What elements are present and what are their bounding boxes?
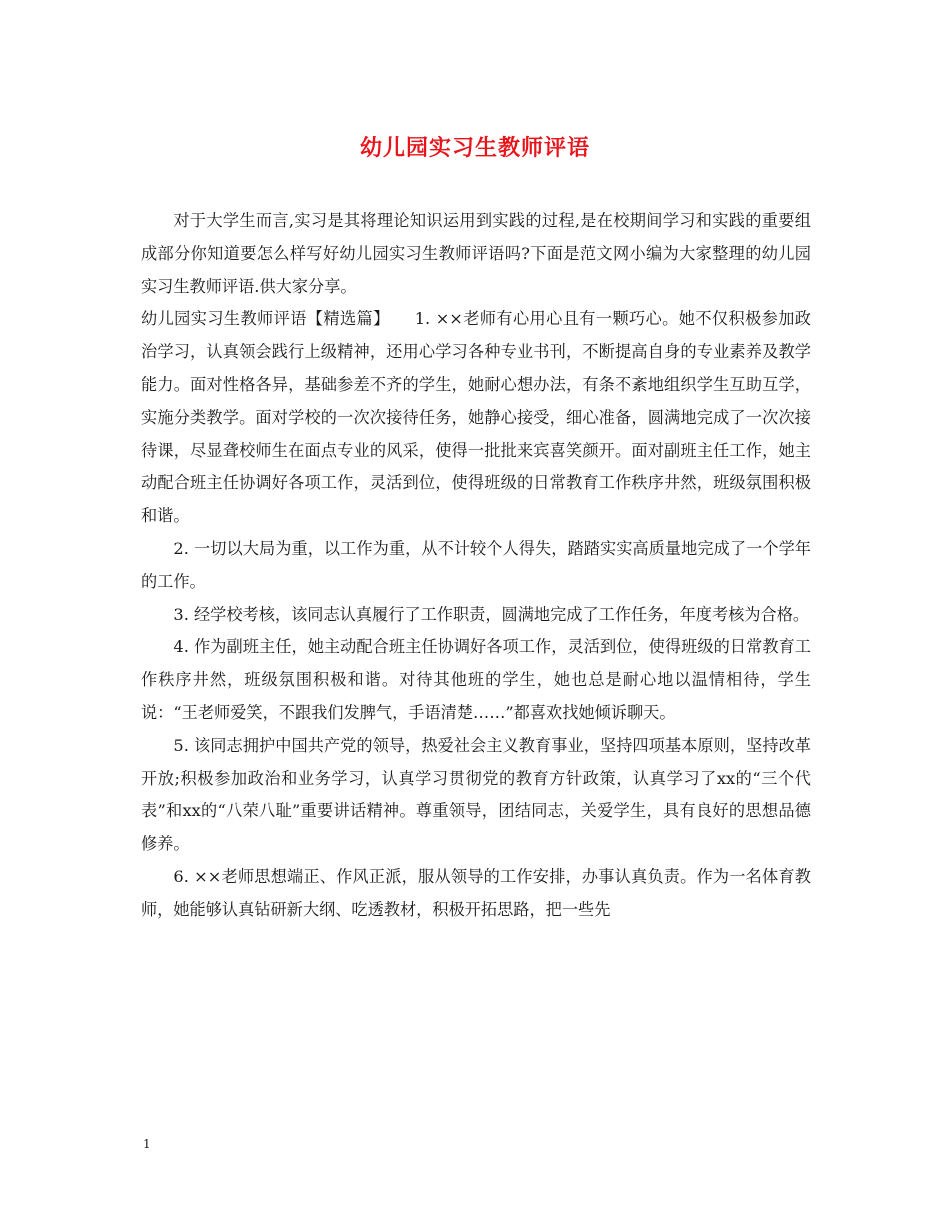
paragraph-intro: 对于大学生而言,实习是其将理论知识运用到实践的过程,是在校期间学习和实践的重要组成部分你知道要怎么样写好幼儿园实习生教师评语吗?下面是范文网小编为大家整理的幼儿园实习生教师评语.供大家分享。 [141, 211, 811, 296]
page-number: 1 [143, 1137, 151, 1151]
paragraph-4: 4. 作为副班主任，她主动配合班主任协调好各项工作，灵活到位，使得班级的日常教育工作秩序井然，班级氛围积极和谐。对待其他班的学生，她也总是耐心地以温情相待，学生说：“王老师爱笑，不跟我们发脾气，手语清楚……”都喜欢找她倾诉聊天。 [141, 637, 811, 722]
document-body [141, 205, 811, 927]
paragraph-5: 5. 该同志拥护中国共产党的领导，热爱社会主义教育事业，坚持四项基本原则，坚持改革开放;积极参加政治和业务学习，认真学习贯彻党的教育方针政策，认真学习了xx的“三个代表”和xx的“八荣八耻”重要讲话精神。尊重领导，团结同志，关爱学生，具有良好的思想品德修养。 [141, 735, 811, 854]
document-title: 幼儿园实习生教师评语 [359, 135, 590, 161]
paragraph-3: 3. 经学校考核，该同志认真履行了工作职责，圆满地完成了工作任务，年度考核为合格。 [173, 604, 810, 624]
paragraph-2: 2. 一切以大局为重，以工作为重，从不计较个人得失，踏踏实实高质量地完成了一个学年的工作。 [141, 538, 811, 591]
paragraph-1: 幼儿园实习生教师评语【精选篇】 1. ××老师有心用心且有一颗巧心。她不仅积极参加政治学习，认真领会践行上级精神，还用心学习各种专业书刊，不断提高自身的专业素养及教学能力。面对性格各异，基础参差不齐的学生，她耐心想办法，有条不紊地组织学生互助互学，实施分类教学。面对学校的一次次接待任务，她静心接受，细心准备，圆满地完成了一次次接待课，尽显聋校师生在面点专业的风采，使得一批批来宾喜笑颜开。面对副班主任工作，她主动配合班主任协调好各项工作，灵活到位，使得班级的日常教育工作秩序井然，班级氛围积极和谐。 [141, 309, 811, 526]
paragraph-6: 6. ××老师思想端正、作风正派，服从领导的工作安排，办事认真负责。作为一名体育教师，她能够认真钻研新大纲、吃透教材，积极开拓思路，把一些先 [141, 866, 811, 919]
